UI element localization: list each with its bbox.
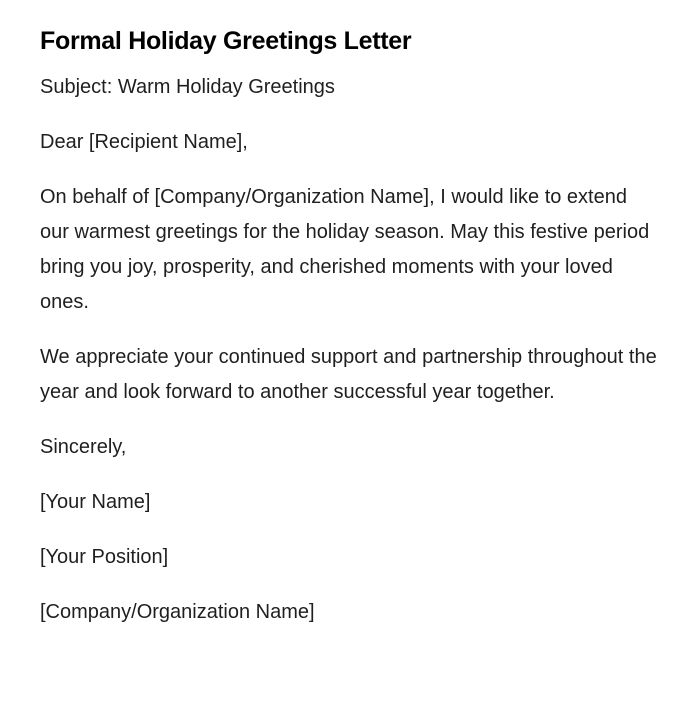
- sender-company: [Company/Organization Name]: [40, 601, 315, 623]
- letter-title: Formal Holiday Greetings Letter: [40, 27, 412, 55]
- sender-name: [Your Name]: [40, 491, 151, 513]
- letter-subject: Subject: Warm Holiday Greetings: [40, 76, 335, 98]
- letter-paragraph-2: We appreciate your continued support and partnership throughout the year and look forward to another successful year together.: [40, 346, 657, 403]
- letter-paragraph-1: On behalf of [Company/Organization Name], I would like to extend our warmest greetings for the holiday season. May this festive period bring you joy, prosperity, and cherished moments with your loved ones.: [40, 186, 650, 313]
- sender-position: [Your Position]: [40, 546, 169, 568]
- letter-closing: Sincerely,: [40, 436, 127, 458]
- letter-salutation: Dear [Recipient Name],: [40, 131, 248, 153]
